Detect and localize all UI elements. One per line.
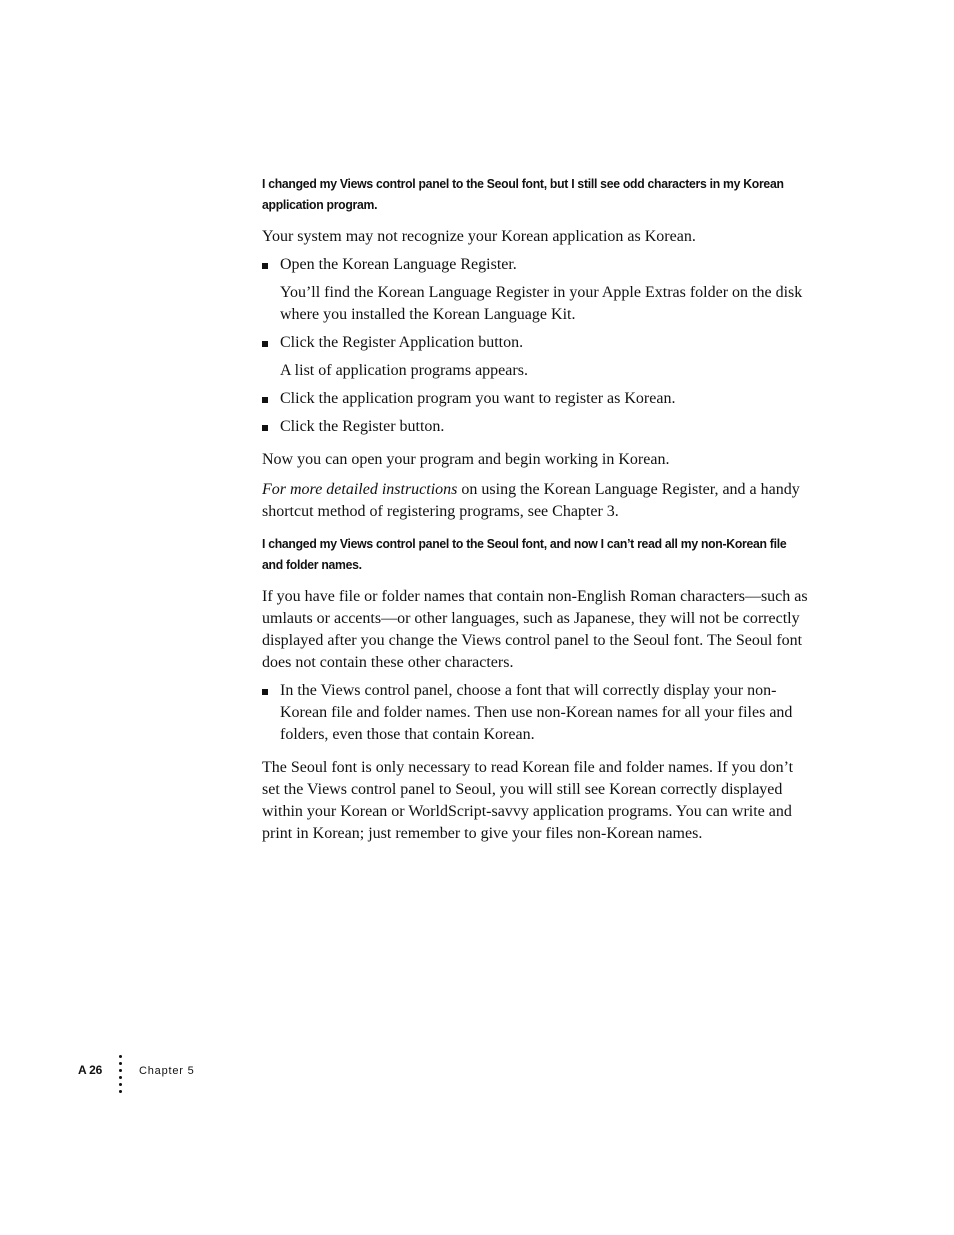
- bullet-text: Click the application program you want to register as Korean.: [280, 390, 676, 407]
- dotted-divider: [119, 1054, 123, 1094]
- bullet-note-register-location: You’ll find the Korean Language Register in your Apple Extras folder on the disk where you installed the Korean Language Kit.: [280, 284, 803, 323]
- more-instructions-text: on using the Korean Language Register, and a handy shortcut method of registering programs, see Chapter 3.: [262, 481, 800, 520]
- bullet-register-application: [262, 332, 810, 354]
- bullet-square-icon: [262, 689, 268, 695]
- bullet-text: Open the Korean Language Register.: [280, 256, 517, 273]
- bullet-square-icon: [262, 397, 268, 403]
- section1-intro: Your system may not recognize your Korean application as Korean.: [262, 228, 696, 245]
- bullet-open-register: [262, 254, 810, 276]
- bullet-click-program: [262, 388, 810, 410]
- more-instructions-paragraph: [262, 479, 810, 523]
- bullet-note-list-appears: A list of application programs appears.: [280, 362, 528, 379]
- section1-outro: Now you can open your program and begin working in Korean.: [262, 451, 670, 468]
- bullet-click-register: [262, 416, 810, 438]
- bullet-text: Click the Register Application button.: [280, 334, 524, 351]
- bullet-text: Click the Register button.: [280, 418, 445, 435]
- more-instructions-italic: For more detailed instructions: [262, 481, 458, 498]
- section2-outro: The Seoul font is only necessary to read Korean file and folder names. If you don’t set the Views control panel to Seoul, you will still see Korean correctly displayed within your Korean or WorldScript-savvy application programs. You can write and print in Korean; just remember to give your files non-Korean names.: [262, 759, 794, 842]
- section-heading-seoul-odd-characters: I changed my Views control panel to the Seoul font, but I still see odd characters in my Korean application program.: [262, 176, 784, 212]
- bullet-text: In the Views control panel, choose a font that will correctly display your non-Korean file and folder names. Then use non-Korean names for all your files and folders, even those that contain Korean.: [280, 682, 793, 743]
- bullet-square-icon: [262, 341, 268, 347]
- section2-intro: If you have file or folder names that contain non-English Roman characters—such as umlauts or accents—or other languages, such as Japanese, they will not be correctly displayed after you change the Views control panel to the Seoul font. The Seoul font does not contain these other characters.: [262, 588, 808, 671]
- section-heading-non-korean-names: I changed my Views control panel to the Seoul font, and now I can’t read all my non-Korean file and folder names.: [262, 536, 787, 572]
- bullet-choose-font: [262, 680, 810, 746]
- chapter-label: Chapter 5: [139, 1065, 195, 1077]
- page-number: A 26: [78, 1063, 103, 1077]
- page-content: [262, 173, 810, 845]
- bullet-square-icon: [262, 425, 268, 431]
- bullet-square-icon: [262, 263, 268, 269]
